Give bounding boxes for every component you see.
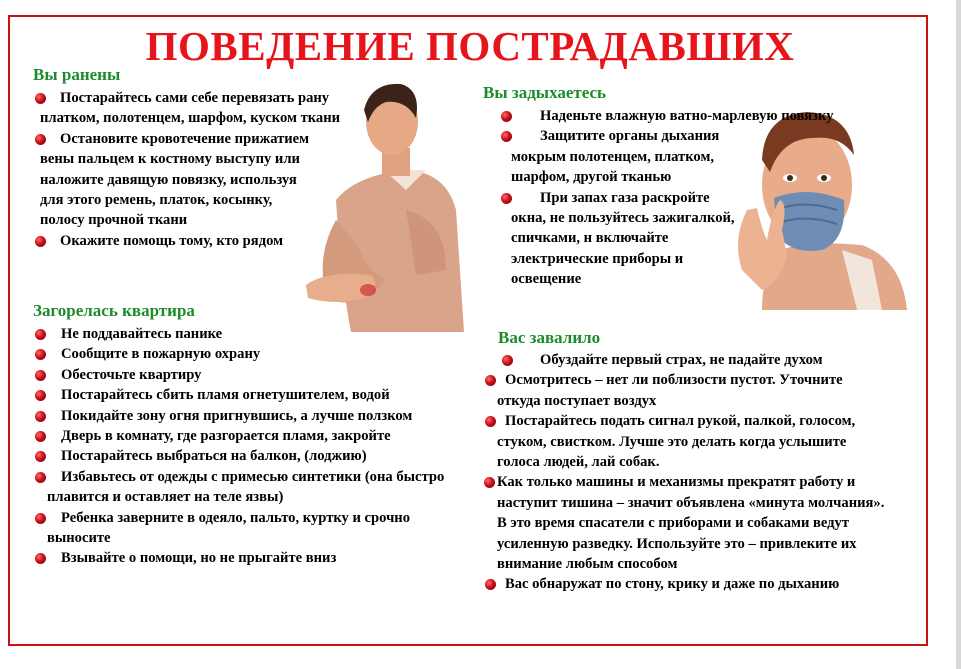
list-item: Взывайте о помощи, но не прыгайте вниз [47,548,447,568]
bullet-icon [35,472,46,483]
list-item: Обесточьте квартиру [47,365,447,385]
list-fire [47,324,447,569]
list-item: Вас обнаружат по стону, крику и даже по дыханию [497,574,857,594]
poster-title: ПОВЕДЕНИЕ ПОСТРАДАВШИХ [145,23,795,69]
bullet-icon [35,431,46,442]
bullet-icon [502,355,513,366]
bullet-icon [35,236,46,247]
list-item: Постарайтесь сбить пламя огнетушителем, водой [47,385,417,405]
heading-wounded: Вы ранены [33,65,121,84]
list-item: Постарайтесь сами себе перевязать рану платком, полотенцем, шарфом, куском ткани [40,88,350,129]
page-edge-shadow [956,0,961,669]
list-item: Постарайтесь выбраться на балкон, (лоджию) [47,446,447,466]
bullet-icon [35,329,46,340]
list-item: Сообщите в пожарную охрану [47,344,447,364]
list-item: Обуздайте первый страх, не падайте духом [497,350,897,370]
list-trapped [497,350,897,595]
bullet-icon [501,193,512,204]
list-item: Наденьте влажную ватно-марлевую повязку [511,106,836,126]
list-item: Ребенка заверните в одеяло, пальто, куртку и срочно выносите [47,508,432,549]
bullet-icon [35,93,46,104]
list-wounded [40,88,350,251]
bullet-icon [35,134,46,145]
list-item: Избавьтесь от одежды с примесью синтетики (она быстро плавится и оставляет на теле язвы) [47,467,447,508]
list-item: Постарайтесь подать сигнал рукой, палкой, голосом, стуком, свистком. Лучше это делать когда услышите голоса людей, лай собак. [497,411,872,472]
bullet-icon [35,370,46,381]
heading-fire: Загорелась квартира [33,301,195,320]
list-item: При запах газа раскройте окна, не пользуйтесь зажигалкой, спичками, н включайте электрические приборы и освещение [511,188,746,290]
bullet-icon [501,131,512,142]
list-item: Осмотритесь – нет ли поблизости пустот. Уточните откуда поступает воздух [497,370,852,411]
list-item: Защитите органы дыхания мокрым полотенцем, платком, шарфом, другой тканью [511,126,773,187]
list-item: Не поддавайтесь панике [47,324,447,344]
bullet-icon [501,111,512,122]
list-item: Остановите кровотечение прижатием вены пальцем к костному выступу или наложите давящую повязку, используя для этого ремень, платок, косынку, полосу прочной ткани [40,129,315,231]
list-item: Как только машины и механизмы прекратят работу и наступит тишина – значит объявлена «минута молчания». В это время спасатели с приборами и собаками ведут усиленную разведку. Используйте это – привлеките их внимание любым способом [497,472,887,574]
bullet-icon [35,411,46,422]
heading-trapped: Вас завалило [498,328,601,347]
bullet-icon [35,513,46,524]
list-item: Дверь в комнату, где разгорается пламя, закройте [47,426,407,446]
list-item: Окажите помощь тому, кто рядом [40,231,350,251]
list-suffocating [511,106,836,290]
heading-suffocating: Вы задыхаетесь [483,83,607,102]
list-item: Покидайте зону огня пригнувшись, а лучше ползком [47,406,427,426]
